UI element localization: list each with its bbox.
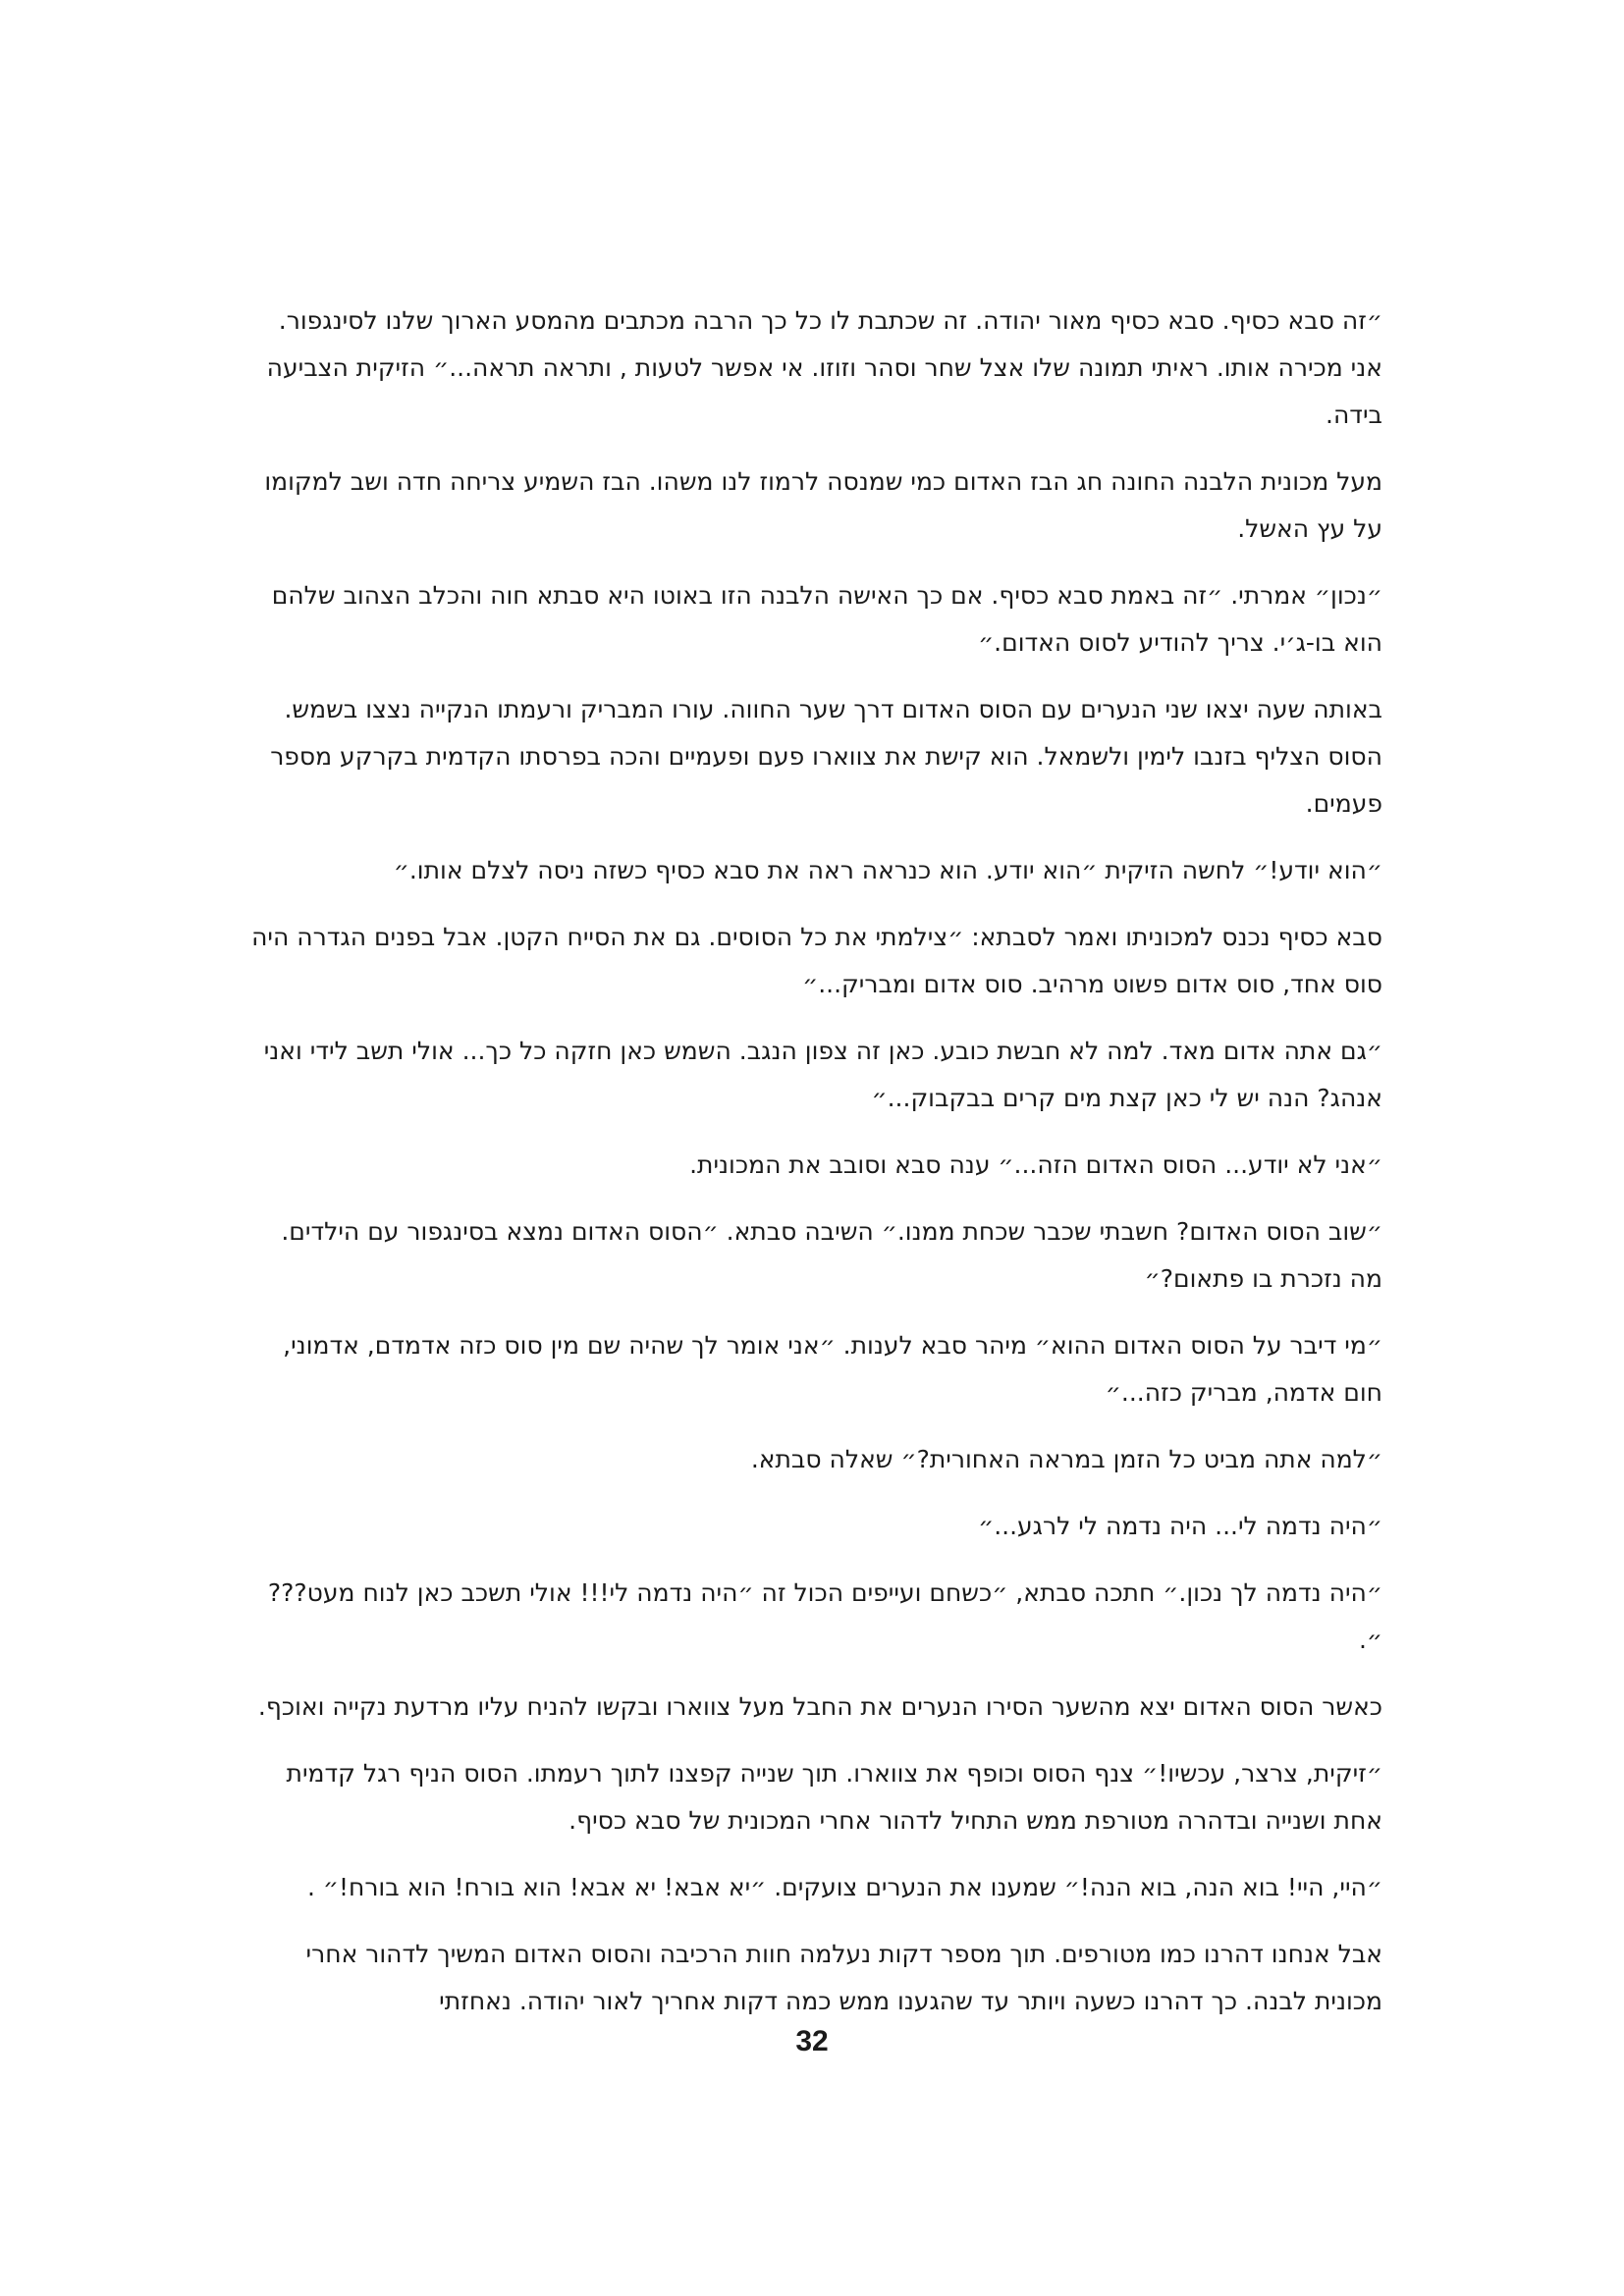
paragraph: כאשר הסוס האדום יצא מהשער הסירו הנערים את החבל מעל צווארו ובקשו להניח עליו מרדעת נקייה ואוכף. (257, 1692, 1382, 1721)
paragraph: ״אני לא יודע... הסוס האדום הזה...״ ענה סבא וסובב את המכונית. (689, 1150, 1382, 1179)
paragraph: ״למה אתה מביט כל הזמן במראה האחורית?״ שאלה סבתא. (750, 1445, 1382, 1473)
paragraph: סבא כסיף נכנס למכוניתו ואמר לסבתא: ״צילמתי את כל הסוסים. גם את הסייח הקטן. אבל בפנים הגדרה היה סוס אחד, סוס אדום פשוט מרהיב. סוס אדום ומבריק...״ (251, 923, 1382, 998)
paragraph: ״נכון״ אמרתי. ״זה באמת סבא כסיף. אם כך האישה הלבנה הזו באוטו היא סבתא חוה והכלב הצהוב שלהם הוא בו-ג׳י. צריך להודיע לסוס האדום.״ (271, 581, 1382, 657)
body-text (251, 297, 1382, 2045)
paragraph: ״זה סבא כסיף. סבא כסיף מאור יהודה. זה שכתבת לו כל כך הרבה מכתבים מהמסע הארוך שלנו לסינגפור. אני מכירה אותו. ראיתי תמונה שלו אצל שחר וסהר וזוזו. אי אפשר לטעות , ותראה תראה...״ הזיקית הצביעה בידה. (266, 306, 1382, 429)
paragraph: ״היה נדמה לי... היה נדמה לי לרגע...״ (978, 1512, 1382, 1540)
paragraph: ״שוב הסוס האדום? חשבתי שכבר שכחת ממנו.״ השיבה סבתא. ״הסוס האדום נמצא בסינגפור עם הילדים. מה נזכרת בו פתאום?״ (281, 1217, 1382, 1293)
paragraph: ״הוא יודע!״ לחשה הזיקית ״הוא יודע. הוא כנראה ראה את סבא כסיף כשזה ניסה לצלם אותו.״ (393, 856, 1382, 884)
paragraph: ״גם אתה אדום מאד. למה לא חבשת כובע. כאן זה צפון הנגב. השמש כאן חזקה כל כך... אולי תשב לידי ואני אנהג? הנה יש לי כאן קצת מים קרים בבקבוק...״ (263, 1037, 1382, 1112)
paragraph: ״זיקית, צרצר, עכשיו!״ צנף הסוס וכופף את צווארו. תוך שנייה קפצנו לתוך רעמתו. הסוס הניף רגל קדמית אחת ושנייה ובדהרה מטורפת ממש התחיל לדהור אחרי המכונית של סבא כסיף. (286, 1759, 1382, 1835)
paragraph: ״מי דיבר על הסוס האדום ההוא״ מיהר סבא לענות. ״אני אומר לך שהיה שם מין סוס כזה אדמדם, אדמוני, חום אדמה, מבריק כזה...״ (283, 1331, 1382, 1407)
paragraph: מעל מכונית הלבנה החונה חג הבז האדום כמי שמנסה לרמוז לנו משהו. הבז השמיע צריחה חדה ושב למקומו על עץ האשל. (264, 467, 1382, 543)
paragraph: באותה שעה יצאו שני הנערים עם הסוס האדום דרך שער החווה. עורו המבריק ורעמתו הנקייה נצצו בשמש. הסוס הצליף בזנבו לימין ולשמאל. הוא קישת את צווארו פעם ופעמיים והכה בפרסתו הקדמית בקרקע מספר פעמים. (270, 695, 1382, 818)
paragraph: ״היי, היי! בוא הנה, בוא הנה!״ שמענו את הנערים צועקים. ״יא אבא! יא אבא! הוא בורח! הוא בורח!״ . (306, 1873, 1382, 1901)
page-number: 32 (795, 2025, 829, 2057)
paragraph: ״היה נדמה לך נכון.״ חתכה סבתא, ״כשחם ועייפים הכול זה ״היה נדמה לי!!! אולי תשכב כאן לנוח מעט???״. (267, 1578, 1382, 1654)
paragraph: אבל אנחנו דהרנו כמו מטורפים. תוך מספר דקות נעלמה חוות הרכיבה והסוס האדום המשיך לדהור אחרי מכונית לבנה. כך דהרנו כשעה ויותר עד שהגענו ממש כמה דקות אחריך לאור יהודה. נאחזתי (305, 1940, 1382, 2015)
